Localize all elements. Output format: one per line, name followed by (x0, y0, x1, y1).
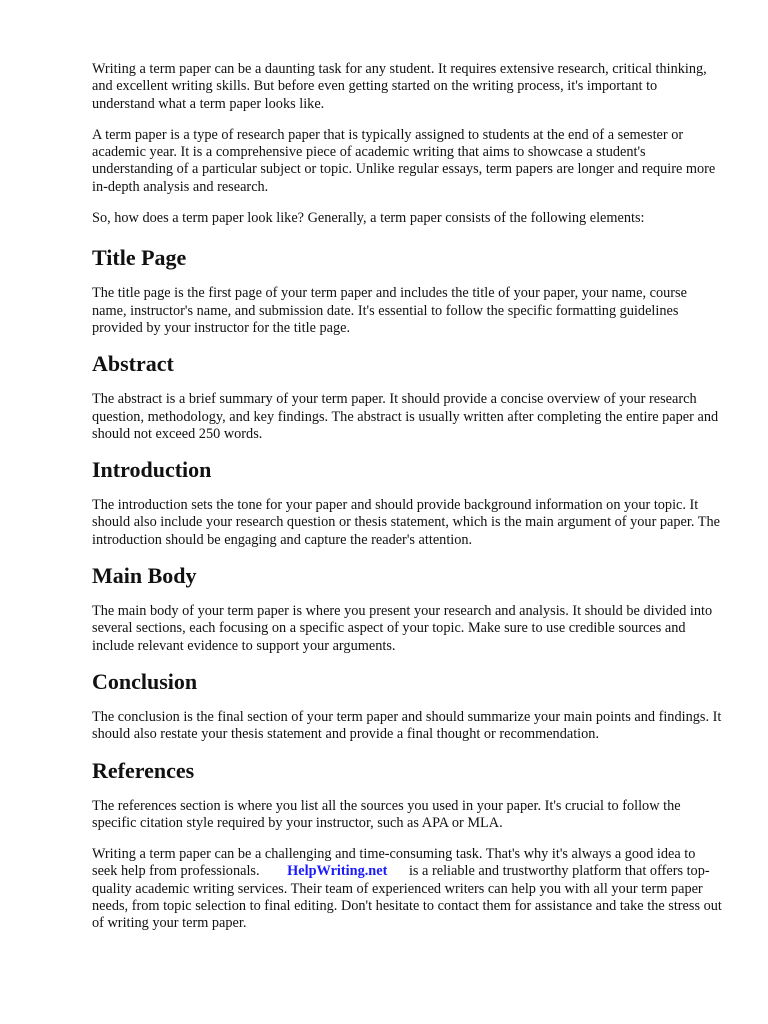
section-body-introduction: The introduction sets the tone for your paper and should provide background information on your topic. It should also include your research question or thesis statement, which is the main argument of your paper. The introduction should be engaging and capture the reader's attention. (92, 497, 720, 548)
section-heading-title-page: Title Page (92, 245, 187, 271)
section-body-conclusion: The conclusion is the final section of your term paper and should summarize your main points and findings. It should also restate your thesis statement and provide a final thought or recommendation. (92, 708, 722, 743)
section-body-abstract: The abstract is a brief summary of your term paper. It should provide a concise overview of your research question, methodology, and key findings. The abstract is usually written after completing the entire paper and should not exceed 250 words. (92, 391, 719, 442)
section-heading-main-body: Main Body (92, 563, 197, 589)
section-body-main-body: The main body of your term paper is where you present your research and analysis. It should be divided into several sections, each focusing on a specific aspect of your topic. Make sure to use credible sources and include relevant evidence to support your arguments. (92, 603, 713, 654)
closing-paragraph (92, 846, 722, 932)
section-heading-conclusion: Conclusion (92, 668, 198, 694)
intro-paragraph-2: A term paper is a type of research paper that is typically assigned to students at the end of a semester or academic year. It is a comprehensive piece of academic writing that aims to showcase a student's understanding of a particular subject or topic. Unlike regular essays, term papers are longer and require more in-depth analysis and research. (92, 126, 716, 195)
section-heading-introduction: Introduction (92, 457, 212, 483)
intro-paragraph-3: So, how does a term paper look like? Generally, a term paper consists of the following elements: (92, 210, 645, 227)
intro-paragraph-1: Writing a term paper can be a daunting task for any student. It requires extensive research, critical thinking, and excellent writing skills. But before even getting started on the writing process, it's important to understand what a term paper looks like. (92, 61, 707, 112)
section-heading-references: References (92, 757, 195, 783)
section-heading-abstract: Abstract (92, 351, 174, 377)
section-body-title-page: The title page is the first page of your term paper and includes the title of your paper, your name, course name, instructor's name, and submission date. It's essential to follow the specific formatting guidelines provided by your instructor for the title page. (92, 285, 687, 336)
helpwriting-link[interactable]: HelpWriting.net (287, 863, 388, 880)
document-page (92, 61, 722, 947)
section-body-references: The references section is where you list all the sources you used in your paper. It's crucial to follow the specific citation style required by your instructor, such as APA or MLA. (92, 797, 681, 831)
closing-text-before-link: Writing a term paper can be a challenging and time-consuming task. That's why it's always a good idea to seek help from professionals. (92, 846, 696, 880)
closing-text-after-link: is a reliable and trustworthy platform that offers top-quality academic writing services. Their team of experienced writers can help you with all your term paper needs, from topic selection to final editing. Don't hesitate to contact them for assistance and take the stress out of writing your term paper. (92, 863, 722, 932)
